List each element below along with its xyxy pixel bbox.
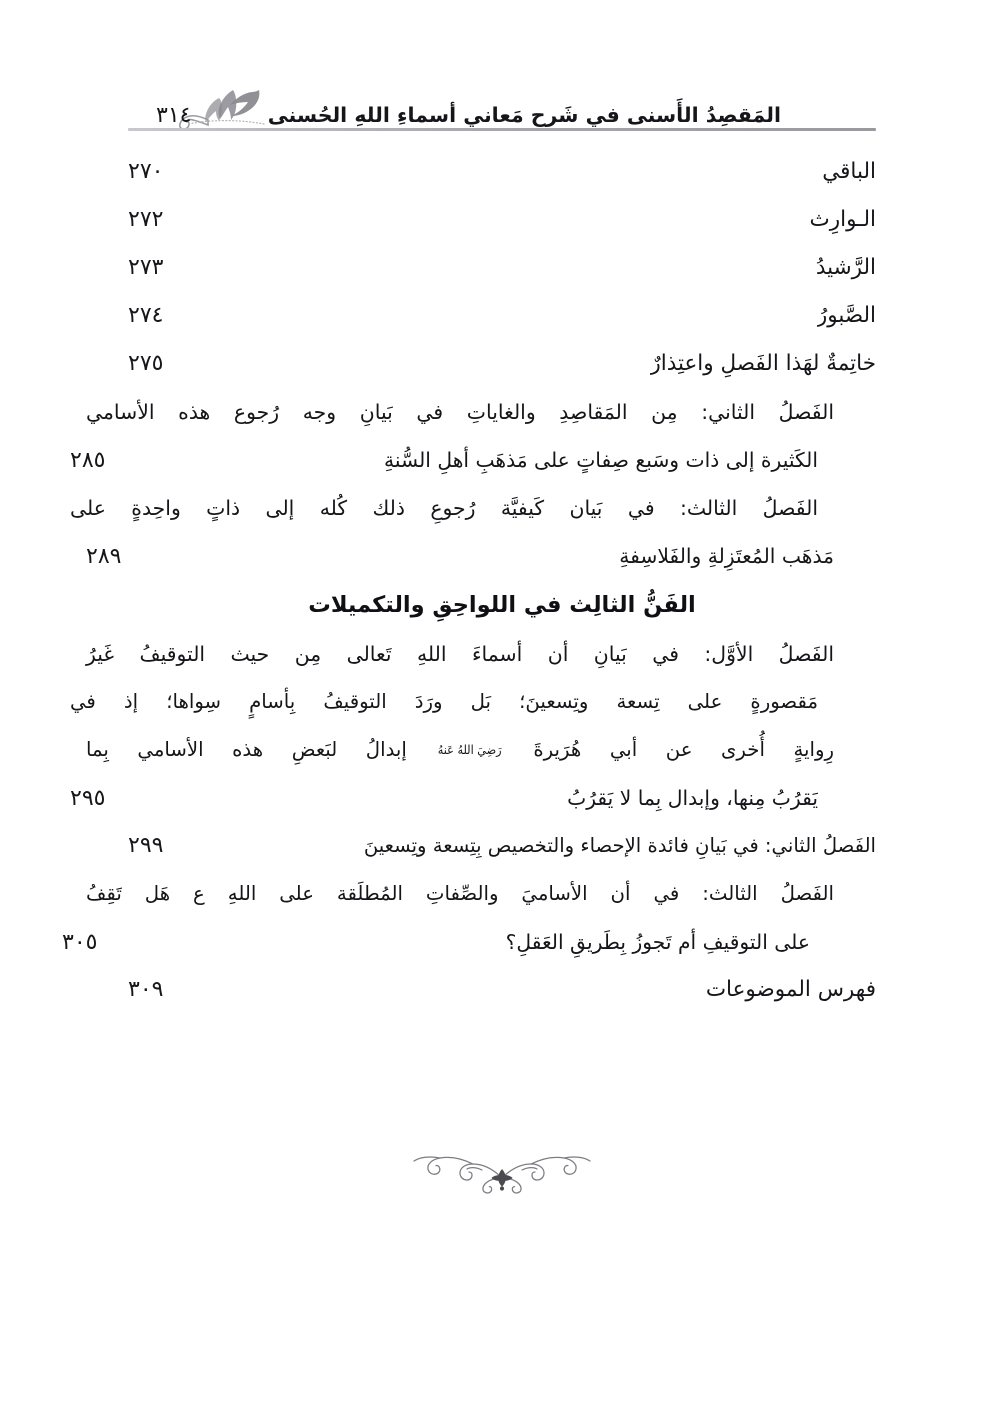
toc-entry[interactable] <box>70 388 876 484</box>
dot-leader <box>189 301 808 323</box>
toc-entry-title: فهرس الموضوعات <box>705 977 876 1002</box>
toc-entry-page: ٢٨٩ <box>86 544 122 569</box>
toc-entry-page: ٢٧٤ <box>128 303 164 328</box>
radiya-allahu-anhu-honorific: رَضِيَ اللهُ عَنهُ <box>438 743 503 757</box>
toc-entry-page: ٢٩٩ <box>128 833 164 858</box>
dot-leader <box>147 543 610 563</box>
toc-section-heading: الفَنُّ الثالِث في اللواحِقِ والتكميلات <box>308 592 696 618</box>
toc-entry-title-line: مَذهَب المُعتَزِلةِ والفَلاسِفةِ <box>619 544 834 568</box>
dot-leader <box>189 349 641 371</box>
toc-entry-page: ٢٧٥ <box>128 351 164 376</box>
footer-ornament <box>0 1148 1004 1196</box>
dot-leader <box>189 832 355 852</box>
dot-leader <box>131 785 558 805</box>
dot-leader <box>189 253 807 275</box>
dot-leader <box>123 929 497 949</box>
table-of-contents <box>62 148 876 1014</box>
dot-leader <box>189 157 813 179</box>
toc-entry-title: الرَّشيدُ <box>815 255 876 280</box>
header-divider-rule <box>128 128 876 131</box>
toc-entry-title: الصَّبورُ <box>816 303 876 328</box>
toc-entry-page: ٣٠٩ <box>128 977 164 1002</box>
toc-entry[interactable] <box>70 630 876 822</box>
toc-entry[interactable] <box>128 822 876 870</box>
scroll-flourish-divider-icon <box>392 1148 612 1196</box>
toc-entry-page: ٢٩٥ <box>70 786 106 811</box>
toc-entry-title-line: الفَصلُ الثالث: في أن الأساميَ والصِّفاتِ المُطلَقة على اللهِ ع هَل تَقِفُ <box>86 882 834 905</box>
toc-entry[interactable] <box>128 340 876 388</box>
toc-entry[interactable] <box>70 484 876 580</box>
toc-entry-title-line-with-honorific <box>86 726 876 774</box>
header-title-group <box>191 84 876 130</box>
toc-entry-title: خاتِمةٌ لهَذا الفَصلِ واعتِذارٌ <box>650 351 876 376</box>
line-text-before-honorific: رِوايةٍ أُخرى عن أبي هُرَيرةَ <box>504 738 834 762</box>
dot-leader <box>131 447 375 467</box>
toc-entry-title: الـوارِث <box>809 207 876 232</box>
toc-entry[interactable] <box>128 196 876 244</box>
page-title: المَقصِدُ الأَسنى في شَرح مَعاني أسماءِ اللهِ الحُسنى <box>267 103 781 128</box>
toc-entry-title-line: مَقصورةٍ على تِسعة وتِسعينَ؛ بَل ورَدَ التوقيفُ بِأسامٍ سِواها؛ إذ في <box>70 690 818 713</box>
toc-entry-page: ٢٨٥ <box>70 448 106 473</box>
toc-entry-title: الباقي <box>822 159 876 184</box>
line-text-after-honorific: إبدالُ لبَعضِ هذه الأسامي بِما <box>86 738 436 762</box>
dot-leader <box>189 205 800 227</box>
toc-entry-title-line: على التوقيفِ أم تَجوزُ بِطَريقِ العَقلِ؟ <box>505 930 810 954</box>
toc-entry[interactable] <box>128 966 876 1014</box>
toc-entry-title-line: الفَصلُ الثالث: في بَيان كَيفيَّة رُجوعِ ذلك كُله إلى ذاتٍ واحِدةٍ على <box>70 496 818 520</box>
running-header <box>128 78 876 130</box>
toc-entry-title-line: الكَثيرة إلى ذات وسَبع صِفاتٍ على مَذهَبِ أهلِ السُّنةِ <box>383 448 818 472</box>
page-number: ٣١٤ <box>156 103 192 128</box>
toc-entry[interactable] <box>128 244 876 292</box>
toc-entry-page: ٢٧٠ <box>128 159 164 184</box>
toc-entry[interactable] <box>62 870 876 966</box>
toc-entry-page: ٢٧٣ <box>128 255 164 280</box>
toc-entry-title-line: الفَصلُ الثاني: مِن المَقاصِدِ والغاياتِ في بَيانِ وجه رُجوع هذه الأسامي <box>86 400 834 424</box>
toc-entry[interactable] <box>128 292 876 340</box>
toc-entry-title-line: يَقرُبُ مِنها، وإبدال بِما لا يَقرُبُ <box>567 786 818 810</box>
toc-entry[interactable] <box>128 148 876 196</box>
toc-entry-title-line: الفَصلُ الأوَّل: في بَيانِ أن أسماءَ اللهِ تَعالى مِن حيث التوقيفُ غَيرُ <box>86 642 834 666</box>
toc-entry-page: ٣٠٥ <box>62 930 98 955</box>
toc-entry-title: الفَصلُ الثاني: في بَيانِ فائدة الإحصاء والتخصيص بِتِسعة وتِسعينَ <box>363 834 876 857</box>
toc-entry-page: ٢٧٢ <box>128 207 164 232</box>
dot-leader <box>189 975 697 997</box>
